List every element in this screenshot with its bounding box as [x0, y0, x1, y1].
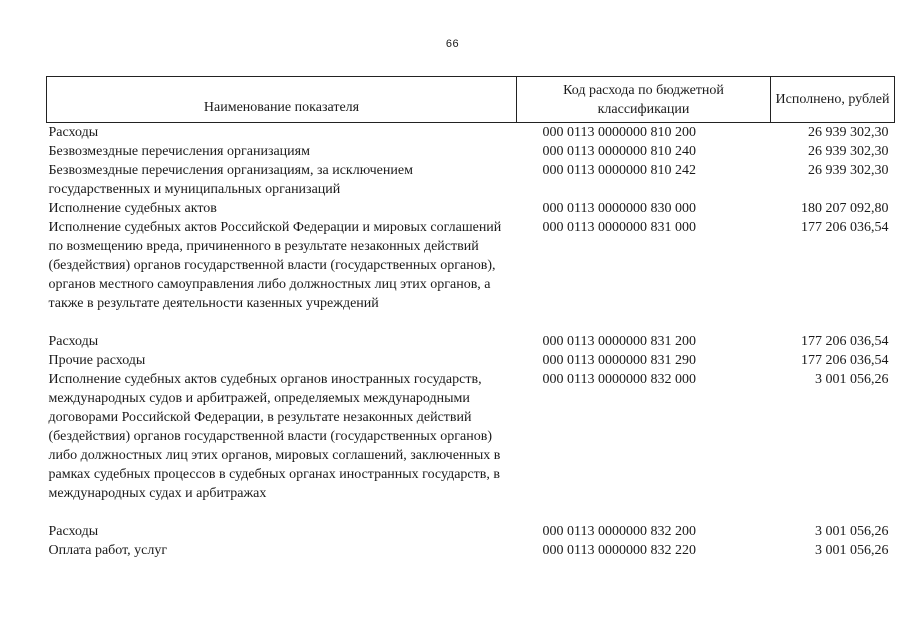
- row-name: Исполнение судебных актов судебных органов иностранных государств, международных судов и арбитражей, определяемых международными договорами Российской Федерации, в результате незаконных действий (бездействия) органов государственной власти (государственных органов) либо должностных лиц этих органов, мировых соглашений, заключенных в рамках судебных процессов в судебных органах иностранных государств, в международных судах и арбитражах: [48, 372, 501, 501]
- row-name: Безвозмездные перечисления организациям, за исключением государственных и муниципальных организаций: [48, 163, 413, 197]
- table-row: [47, 541, 895, 560]
- table-row: [47, 123, 895, 143]
- row-name: Безвозмездные перечисления организациям: [48, 144, 310, 159]
- table-header: [47, 77, 895, 123]
- header-executed-amount: Исполнено, рублей: [771, 77, 895, 123]
- table-row: [47, 351, 895, 370]
- row-amount: 3 001 056,26: [815, 372, 889, 387]
- row-amount: 26 939 302,30: [808, 125, 889, 140]
- row-amount: 177 206 036,54: [801, 353, 889, 368]
- row-amount: 26 939 302,30: [808, 144, 889, 159]
- row-name: Исполнение судебных актов Российской Федерации и мировых соглашений по возмещению вреда, причиненного в результате незаконных действий (бездействия) органов государственной власти (государственных органов), органов местного самоуправления либо должностных лиц этих органов, а также в результате деятельности казенных учреждений: [48, 220, 502, 311]
- page-number: 66: [445, 38, 460, 50]
- table-row: [47, 199, 895, 218]
- row-amount: 26 939 302,30: [808, 163, 889, 178]
- header-budget-code: Код расхода по бюджетной классификации: [517, 77, 771, 123]
- table-body: [47, 123, 895, 561]
- row-name: Исполнение судебных актов: [48, 201, 217, 216]
- row-code: 000 0113 0000000 810 200: [542, 125, 696, 140]
- row-amount: 3 001 056,26: [815, 543, 889, 558]
- table-row: [47, 142, 895, 161]
- row-code: 000 0113 0000000 832 220: [542, 543, 696, 558]
- row-name: Расходы: [48, 334, 99, 349]
- row-name: Оплата работ, услуг: [48, 543, 168, 558]
- row-amount: 3 001 056,26: [815, 524, 889, 539]
- row-code: 000 0113 0000000 830 000: [542, 201, 696, 216]
- row-name: Прочие расходы: [48, 353, 146, 368]
- expenditure-table: [46, 76, 895, 560]
- row-amount: 177 206 036,54: [801, 220, 889, 235]
- row-code: 000 0113 0000000 810 240: [542, 144, 696, 159]
- table-row: [47, 218, 895, 332]
- table-row: [47, 332, 895, 351]
- row-amount: 177 206 036,54: [801, 334, 889, 349]
- table-row: [47, 522, 895, 541]
- row-code: 000 0113 0000000 831 200: [542, 334, 696, 349]
- row-name: Расходы: [48, 524, 99, 539]
- row-code: 000 0113 0000000 831 290: [542, 353, 696, 368]
- row-code: 000 0113 0000000 832 000: [542, 372, 696, 387]
- table-row: [47, 161, 895, 199]
- row-name: Расходы: [48, 125, 99, 140]
- table-row: [47, 370, 895, 522]
- row-code: 000 0113 0000000 832 200: [542, 524, 696, 539]
- header-row: [47, 77, 895, 123]
- row-code: 000 0113 0000000 831 000: [542, 220, 696, 235]
- row-amount: 180 207 092,80: [801, 201, 889, 216]
- row-code: 000 0113 0000000 810 242: [542, 163, 696, 178]
- header-indicator-name: Наименование показателя: [47, 77, 517, 123]
